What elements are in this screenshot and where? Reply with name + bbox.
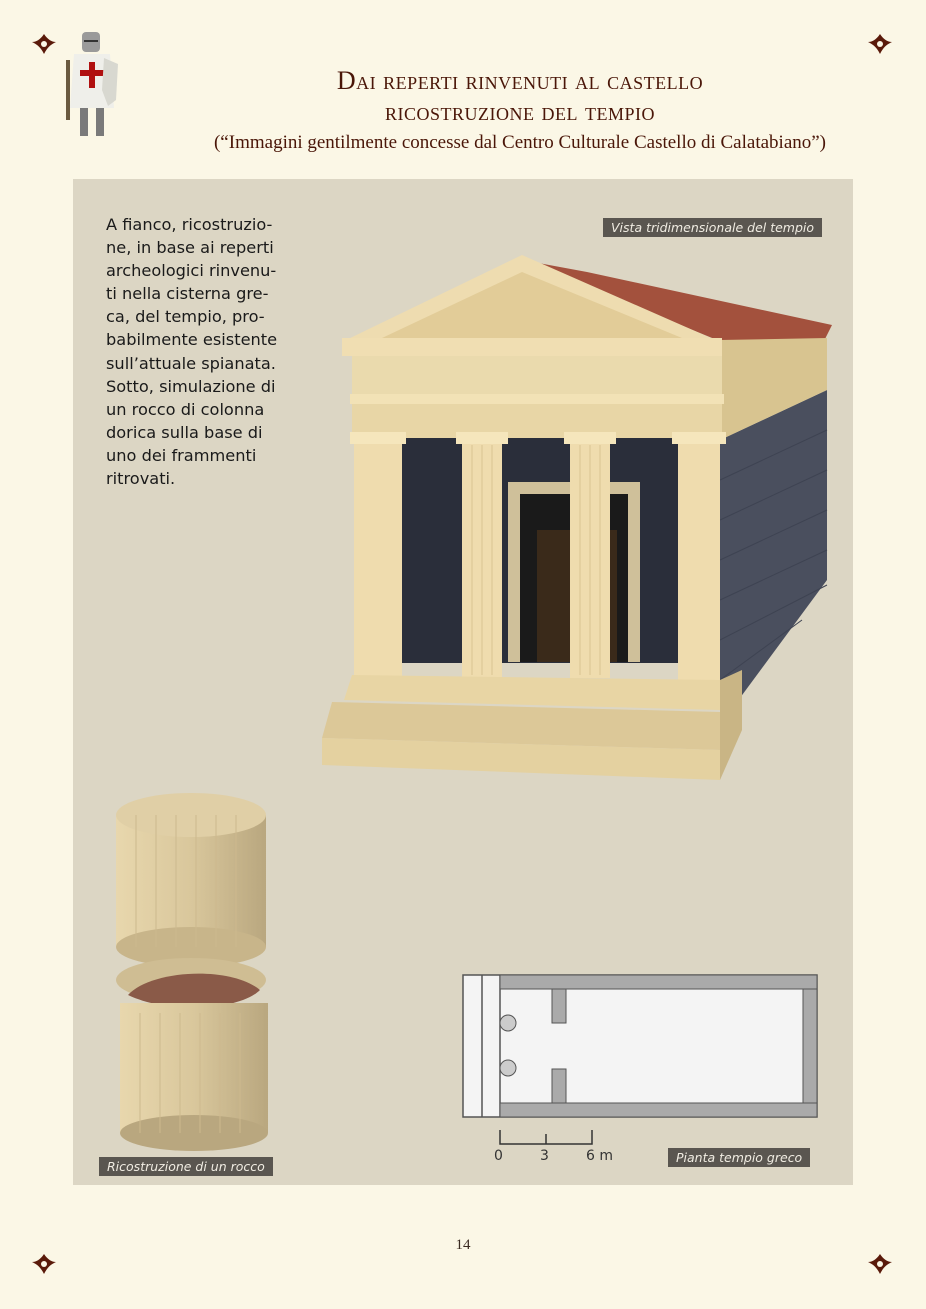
temple-caption: Vista tridimensionale del tempio — [603, 218, 822, 237]
intro-line: uno dei frammenti — [106, 445, 257, 465]
intro-line: babilmente esistente — [106, 330, 278, 350]
scale-label-6: 6 m — [586, 1148, 613, 1164]
image-credit: (“Immagini gentilmente concesse dal Centro Culturale Castello di Calatabiano”) — [213, 132, 827, 153]
intro-line: ca, del tempio, pro- — [106, 307, 265, 327]
temple-floor-plan — [460, 972, 820, 1122]
intro-line: archeologici rinvenu- — [106, 261, 277, 281]
column-drum-illustration — [110, 785, 280, 1155]
corner-ornament-icon — [30, 30, 58, 58]
corner-ornament-icon — [866, 1250, 894, 1278]
knight-icon — [64, 30, 120, 140]
page-title-line1: Dai reperti rinvenuti al castello — [336, 66, 704, 95]
intro-line: ritrovati. — [106, 469, 176, 489]
rocco-caption: Ricostruzione di un rocco — [99, 1157, 273, 1176]
intro-line: ti nella cisterna gre- — [106, 284, 269, 304]
intro-text — [106, 213, 286, 490]
intro-line: ne, in base ai reperti — [106, 238, 274, 258]
intro-line: Sotto, simulazione di — [106, 376, 276, 396]
intro-line: un rocco di colonna — [106, 399, 265, 419]
corner-ornament-icon — [30, 1250, 58, 1278]
intro-line: sull’attuale spianata. — [106, 353, 276, 373]
page-number: 14 — [455, 1237, 471, 1253]
corner-ornament-icon — [866, 30, 894, 58]
scale-bar — [494, 1126, 634, 1166]
intro-line: dorica sulla base di — [106, 422, 263, 442]
page-title-line2: ricostruzione del tempio — [385, 97, 655, 126]
plan-caption: Pianta tempio greco — [668, 1148, 810, 1167]
scale-label-0: 0 — [494, 1148, 503, 1164]
temple-3d-illustration — [322, 250, 837, 790]
intro-line: A fianco, ricostruzio- — [106, 215, 273, 234]
scale-label-3: 3 — [540, 1148, 549, 1164]
